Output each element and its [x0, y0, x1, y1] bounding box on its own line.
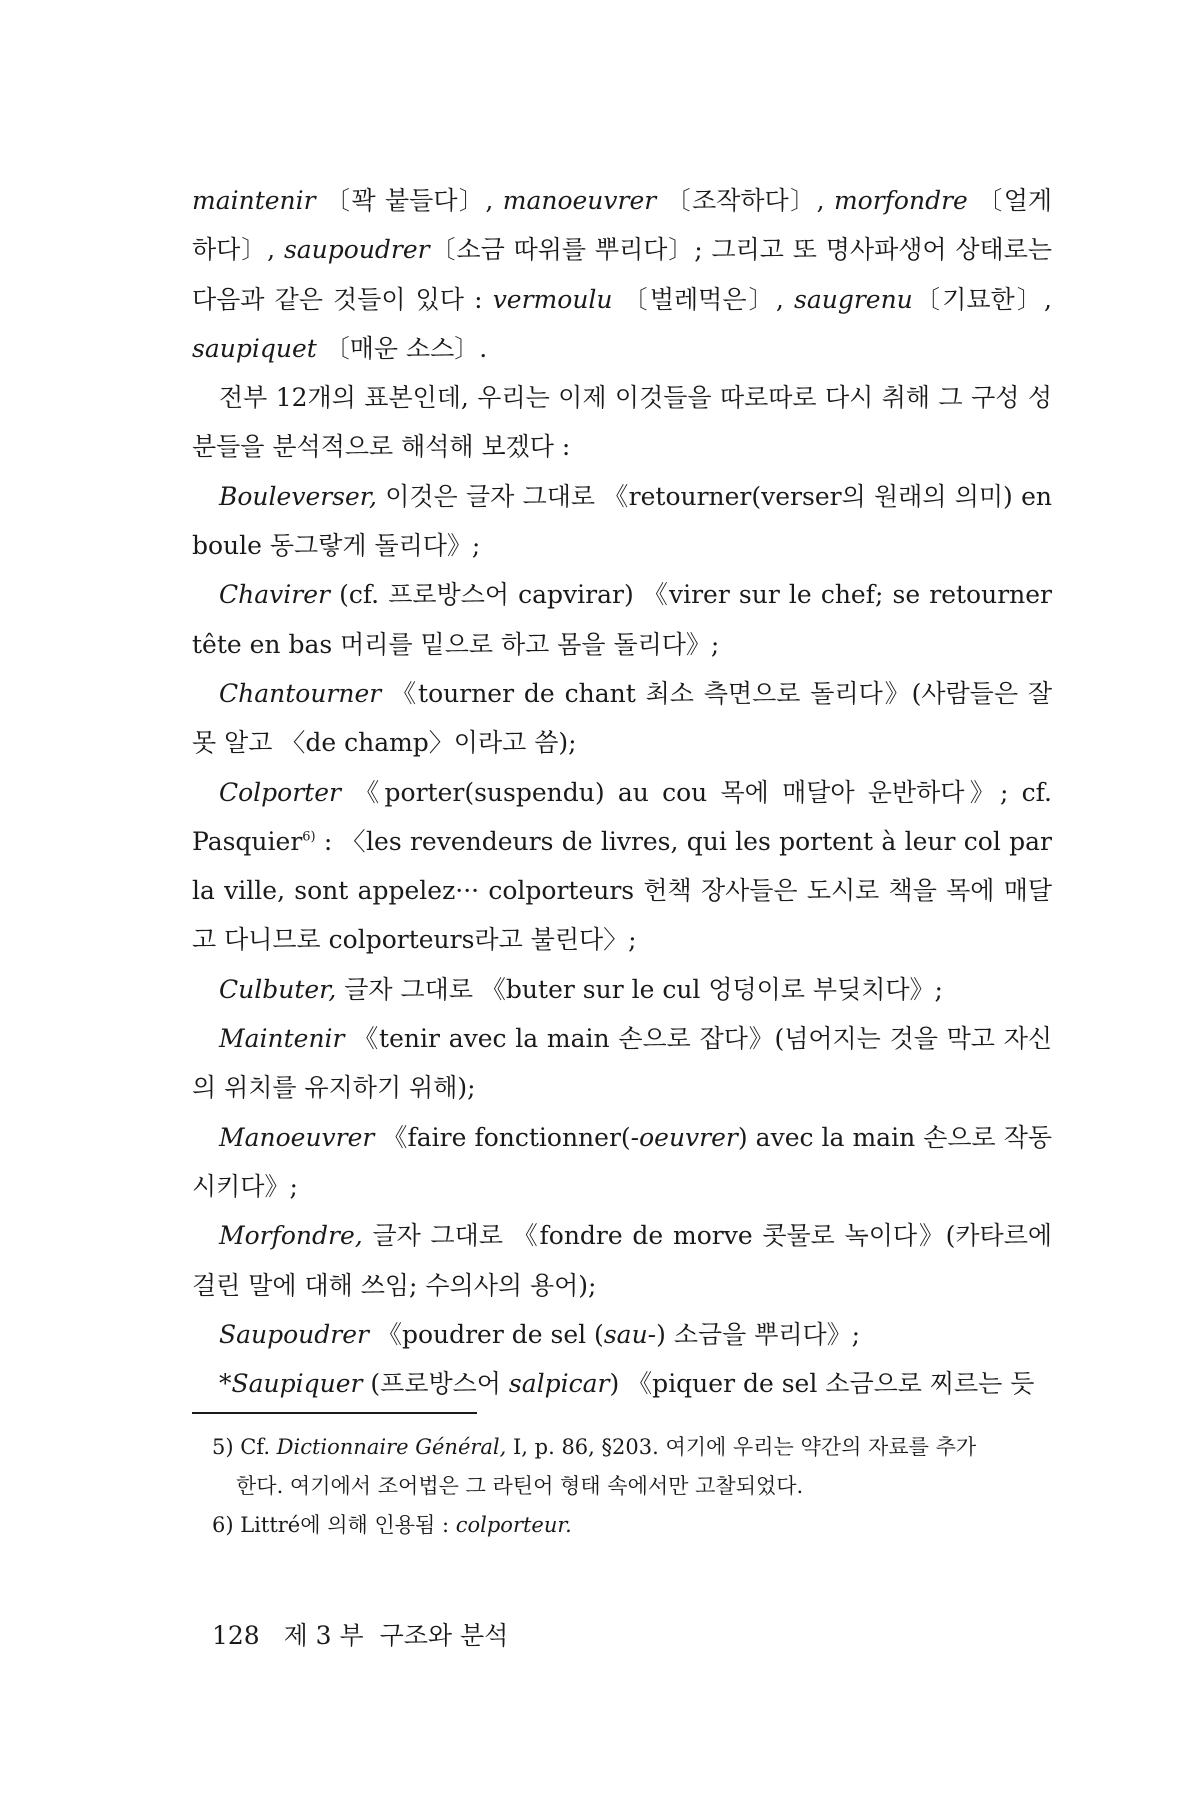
word-morfondre: morfondre	[833, 186, 968, 215]
paragraph-2: 전부 12개의 표본인데, 우리는 이제 이것들을 따로따로 다시 취해 그 구성 성분들을 분석적으로 해석해 보겠다 :	[192, 383, 1052, 462]
footnote-6: 6) Littré에 의해 인용됨 : colporteur.	[212, 1513, 572, 1537]
entry-colporter: Colporter 《porter(suspendu) au cou 목에 매달아 운반하다》; cf. Pasquier$^{6)}$ : 〈les revendeurs de livres, qui les portent à leur col par la ville, sont appelez··· colporteurs 헌책 장사들은 도시로 책을 목에 매달고 다니므로 colporteurs라고 불린다〉;	[192, 777, 1052, 955]
entry-saupiquer: *Saupiquer (프로방스어 salpicar) 《piquer de sel 소금으로 찌르는 듯	[219, 1369, 1035, 1399]
entry-chantourner: Chantourner 《tourner de chant 최소 측면으로 돌리다》(사람들은 잘못 알고 〈de champ〉이라고 씀);	[192, 678, 1052, 758]
entry-chavirer: Chavirer (cf. 프로방스어 capvirar) 《virer sur le chef; se retourner tête en bas 머리를 밑으로 하고 몸을 돌리다》;	[192, 580, 1052, 659]
word-saupoudrer: saupoudrer	[283, 235, 430, 265]
paragraph-1: maintenir 〔꽉 붙들다〕, manoeuvrer 〔조작하다〕, morfondre 〔얼게 하다〕, saupoudrer〔소금 따위를 뿌리다〕; 그리고 또 명사파생어 상태로는 다음과 같은 것들이 있다 : vermoulu 〔벌레먹은〕, saugrenu〔기묘한〕, saupiquet 〔매운 소스〕.	[192, 186, 1053, 363]
word-maintenir: maintenir	[192, 186, 316, 215]
page-number: 128	[212, 1621, 260, 1650]
footnotes	[212, 1428, 1052, 1545]
word-saupiquet: saupiquet	[192, 333, 317, 363]
footnote-divider	[192, 1412, 477, 1414]
entry-maintenir: Maintenir 《tenir avec la main 손으로 잡다》(넘어지는 것을 막고 자신의 위치를 유지하기 위해);	[192, 1024, 1052, 1103]
body-text	[192, 176, 1052, 1408]
footnote-5-continued: 한다. 여기에서 조어법은 그 라틴어 형태 속에서만 고찰되었다.	[236, 1474, 804, 1498]
word-saugrenu: saugrenu	[793, 284, 913, 314]
entry-manoeuvrer: Manoeuvrer 《faire fonctionner(-oeuvrer) avec la main 손으로 작동시키다》;	[192, 1122, 1053, 1201]
footnote-ref-6: 6)	[302, 829, 316, 845]
word-vermoulu: vermoulu	[492, 284, 613, 314]
section-title: 구조와 분석	[379, 1621, 509, 1650]
entry-culbuter: Culbuter, 글자 그대로 《buter sur le cul 엉덩이로 부딪치다》;	[219, 974, 943, 1004]
entry-saupoudrer: Saupoudrer 《poudrer de sel (sau-) 소금을 뿌리다》;	[219, 1319, 861, 1349]
running-footer	[212, 1618, 508, 1654]
part-label: 제 3 부	[283, 1621, 364, 1650]
entry-bouleverser: Bouleverser, 이것은 글자 그대로 《retourner(verser의 원래의 의미) en boule 동그랗게 돌리다》;	[192, 481, 1052, 561]
word-manoeuvrer: manoeuvrer	[502, 186, 657, 215]
entry-morfondre: Morfondre, 글자 그대로 《fondre de morve 콧물로 녹이다》(카타르에 걸린 말에 대해 쓰임; 수의사의 용어);	[192, 1221, 1052, 1300]
footnote-5: 5) Cf. Dictionnaire Général, I, p. 86, §203. 여기에 우리는 약간의 자료를 추가	[212, 1435, 977, 1459]
